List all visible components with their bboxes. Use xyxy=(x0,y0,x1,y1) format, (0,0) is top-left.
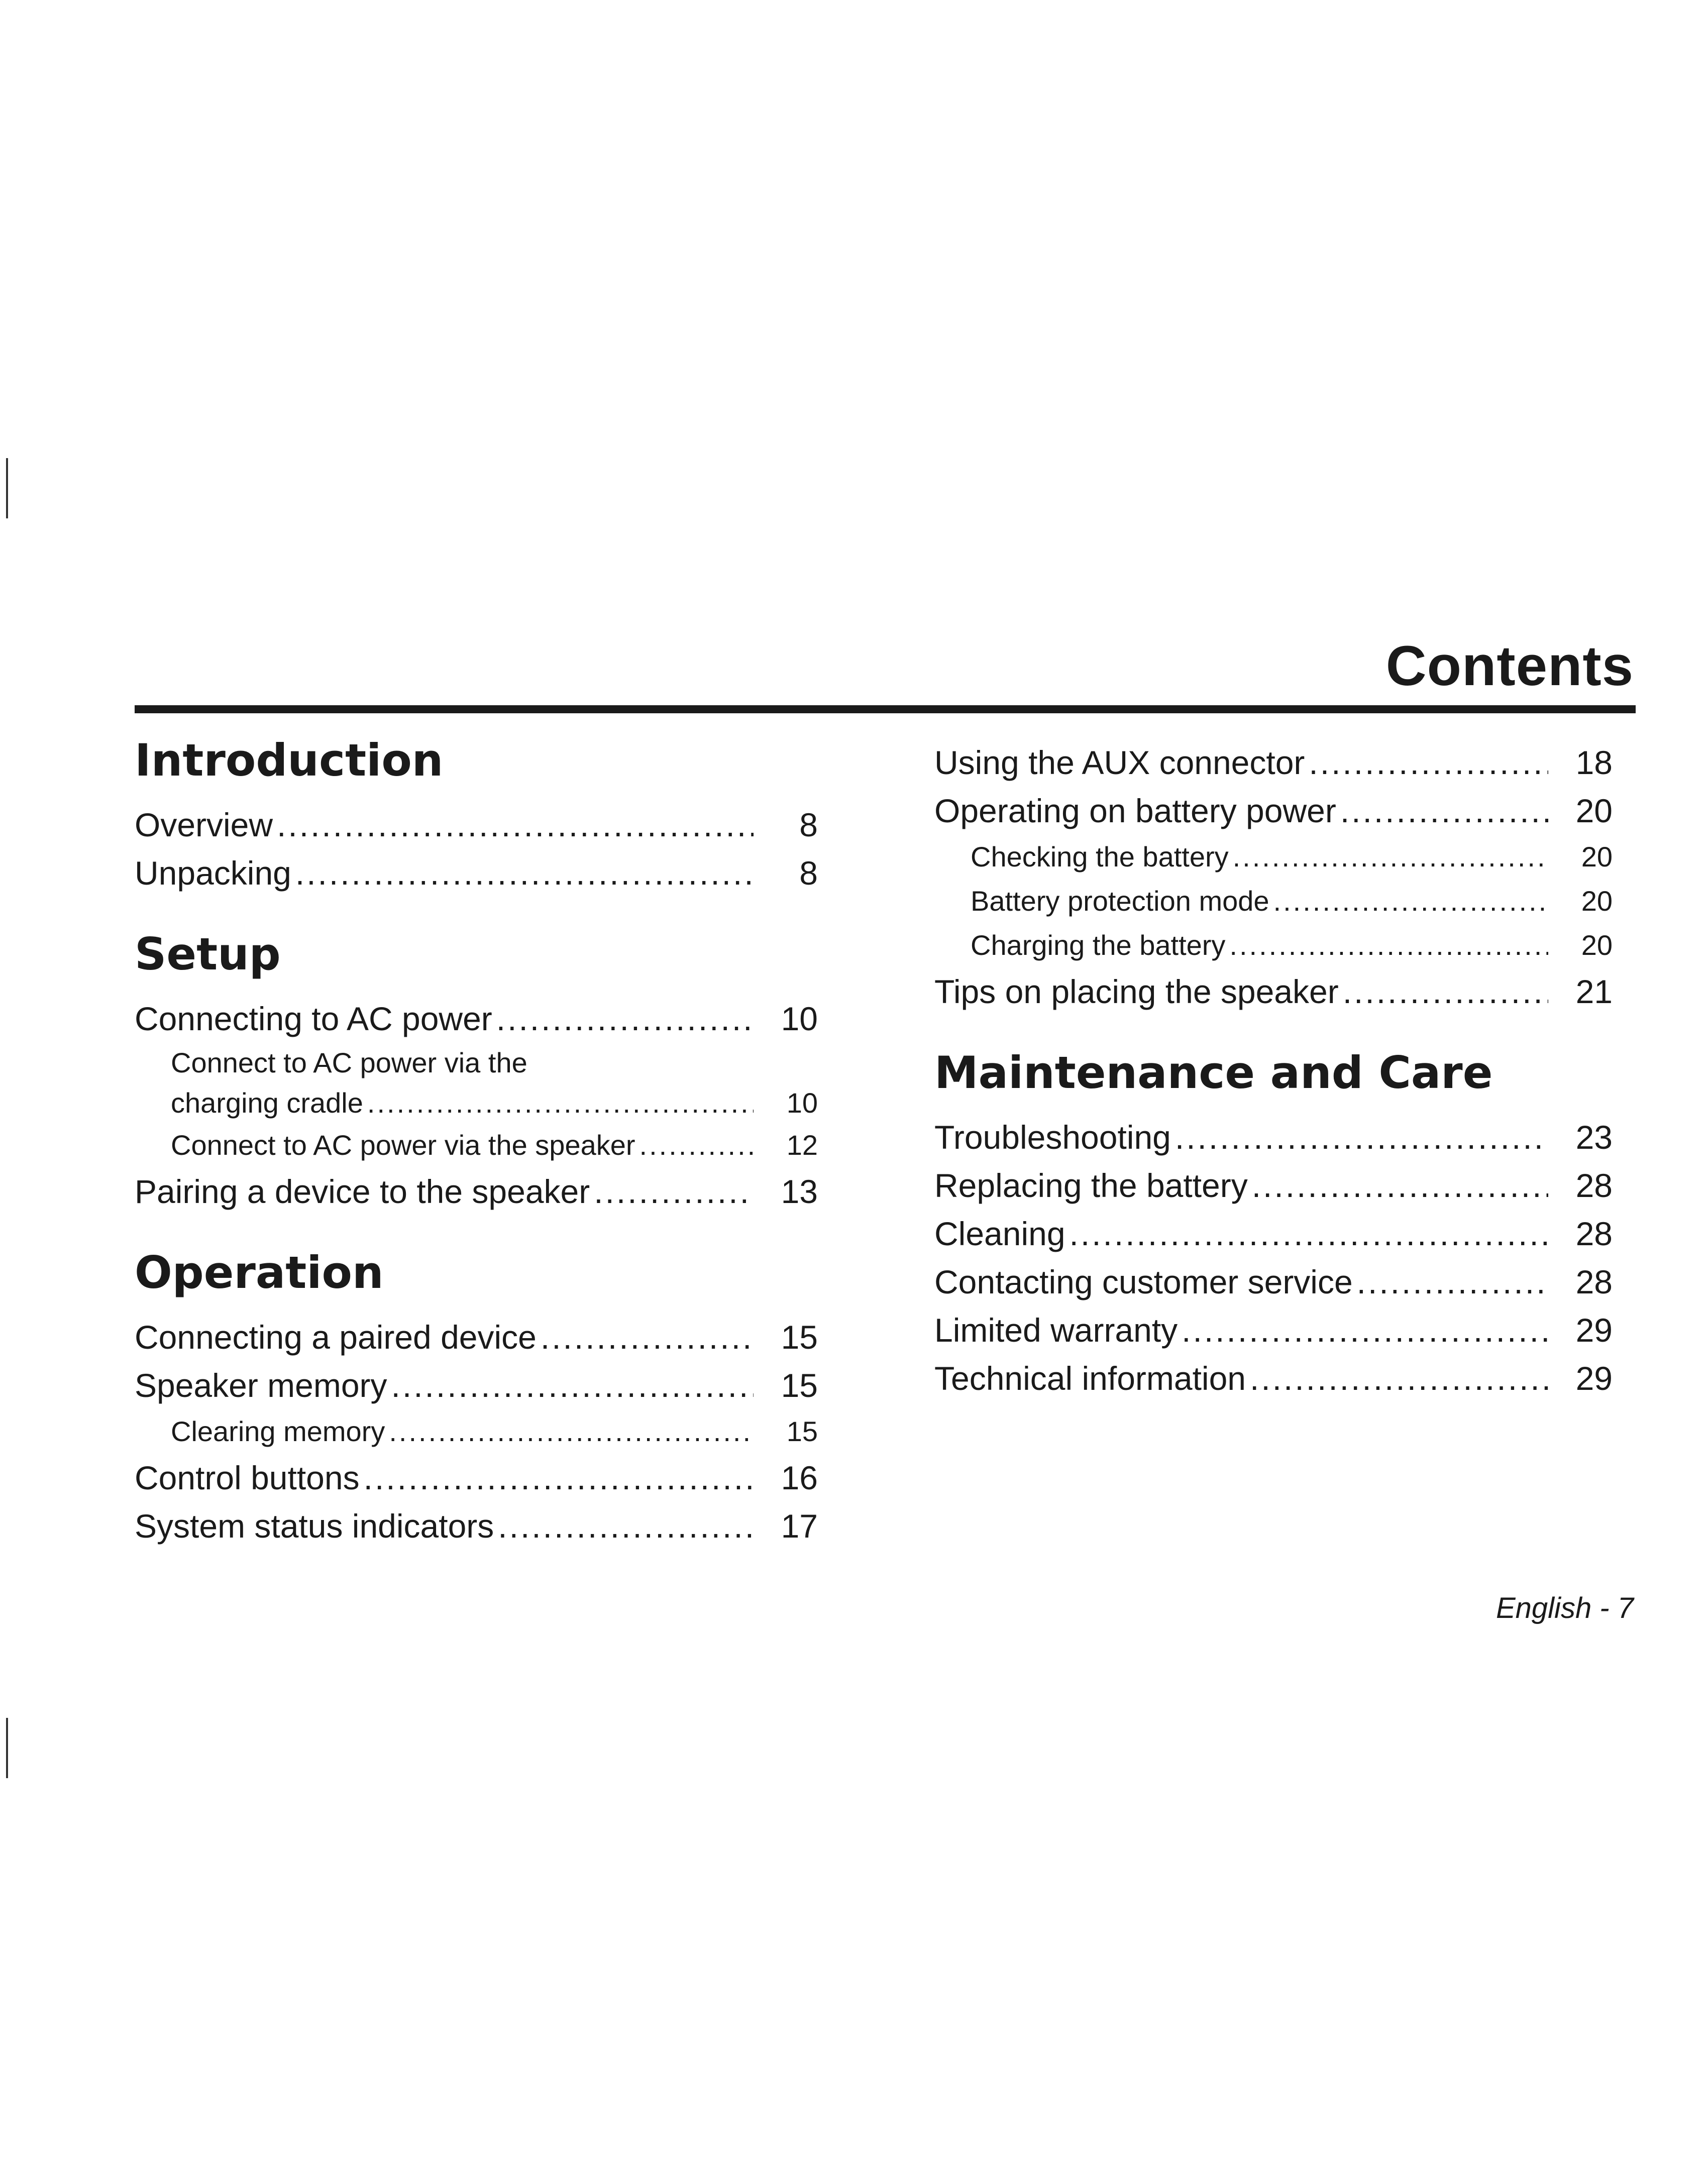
toc-right-column xyxy=(934,738,1613,1438)
toc-page-number: 10 xyxy=(781,1000,818,1037)
toc-label: Using the AUX connector xyxy=(934,744,1305,781)
section-operation-continued xyxy=(934,738,1613,1016)
toc-label: Operating on battery power xyxy=(934,792,1336,829)
dot-leader xyxy=(1175,1113,1548,1161)
toc-label: Charging the battery xyxy=(971,929,1226,961)
toc-entry-pairing-device[interactable] xyxy=(135,1167,818,1216)
toc-label: Speaker memory xyxy=(135,1367,387,1404)
section-introduction xyxy=(135,734,818,897)
toc-label-line xyxy=(171,1083,818,1123)
toc-page-number: 28 xyxy=(1575,1167,1613,1204)
toc-page-number: 20 xyxy=(1581,929,1613,961)
toc-entry-system-status-indicators[interactable] xyxy=(135,1502,818,1550)
toc-page-number: 8 xyxy=(799,854,818,892)
toc-label: Checking the battery xyxy=(971,841,1229,873)
dot-leader xyxy=(391,1361,754,1409)
toc-entry-checking-battery[interactable] xyxy=(934,835,1613,879)
toc-entry-troubleshooting[interactable] xyxy=(934,1113,1613,1161)
toc-label: Contacting customer service xyxy=(934,1263,1353,1300)
dot-leader xyxy=(1343,967,1548,1016)
toc-entry-charging-battery[interactable] xyxy=(934,923,1613,967)
toc-label: Clearing memory xyxy=(171,1415,385,1447)
section-heading: Introduction xyxy=(135,734,444,786)
toc-label: System status indicators xyxy=(135,1507,494,1545)
dot-leader xyxy=(364,1454,754,1502)
toc-label: Troubleshooting xyxy=(934,1119,1171,1156)
dot-leader xyxy=(639,1123,754,1167)
toc-label: Unpacking xyxy=(135,854,291,892)
toc-entry-battery-power[interactable] xyxy=(934,787,1613,835)
crop-mark-bottom xyxy=(6,1718,8,1778)
toc-page-number: 17 xyxy=(781,1507,818,1545)
toc-page-number: 23 xyxy=(1575,1119,1613,1156)
dot-leader xyxy=(1252,1161,1548,1210)
toc-entry-technical-information[interactable] xyxy=(934,1354,1613,1402)
toc-entry-ac-via-speaker[interactable] xyxy=(135,1123,818,1167)
toc-label: Control buttons xyxy=(135,1459,360,1496)
toc-label: Technical information xyxy=(934,1360,1246,1397)
toc-entry-connecting-ac-power[interactable] xyxy=(135,995,818,1043)
toc-label-line xyxy=(171,1043,818,1083)
dot-leader xyxy=(1233,835,1548,879)
toc-label: Pairing a device to the speaker xyxy=(135,1173,590,1210)
toc-entry-replacing-battery[interactable] xyxy=(934,1161,1613,1210)
dot-leader xyxy=(1229,923,1548,967)
toc-page-number: 20 xyxy=(1581,885,1613,917)
toc-page-number: 10 xyxy=(786,1087,818,1119)
dot-leader xyxy=(1070,1210,1548,1258)
toc-entry-unpacking[interactable] xyxy=(135,849,818,897)
dot-leader xyxy=(1250,1354,1548,1402)
section-heading: Setup xyxy=(135,928,281,980)
toc-label: Cleaning xyxy=(934,1215,1065,1252)
dot-leader xyxy=(367,1083,754,1123)
dot-leader xyxy=(295,849,754,897)
toc-entry-clearing-memory[interactable] xyxy=(135,1409,818,1454)
toc-page-number: 8 xyxy=(799,806,818,843)
title-rule xyxy=(135,705,1636,713)
toc-page-number: 18 xyxy=(1575,744,1613,781)
dot-leader xyxy=(496,995,754,1043)
toc-page-number: 28 xyxy=(1575,1215,1613,1252)
dot-leader xyxy=(541,1313,754,1361)
toc-entry-cleaning[interactable] xyxy=(934,1210,1613,1258)
toc-page-number: 20 xyxy=(1575,792,1613,829)
toc-page-number: 13 xyxy=(781,1173,818,1210)
toc-label: Limited warranty xyxy=(934,1312,1178,1349)
dot-leader xyxy=(1340,787,1548,835)
toc-page-number: 29 xyxy=(1575,1360,1613,1397)
toc-page-number: 16 xyxy=(781,1459,818,1496)
toc-entry-control-buttons[interactable] xyxy=(135,1454,818,1502)
crop-mark-top xyxy=(6,458,8,518)
dot-leader xyxy=(1273,879,1548,923)
page-footer: English - 7 xyxy=(1496,1592,1634,1624)
toc-label: Battery protection mode xyxy=(971,885,1269,917)
toc-page-number: 15 xyxy=(781,1319,818,1356)
section-operation xyxy=(135,1247,818,1550)
toc-label: Replacing the battery xyxy=(934,1167,1248,1204)
page-title: Contents xyxy=(1385,634,1634,697)
toc-label: Connect to AC power via the speaker xyxy=(171,1129,635,1161)
toc-entry-connecting-paired-device[interactable] xyxy=(135,1313,818,1361)
toc-label: Overview xyxy=(135,806,273,843)
toc-page-number: 12 xyxy=(786,1129,818,1161)
toc-label: Tips on placing the speaker xyxy=(934,973,1339,1010)
dot-leader xyxy=(594,1167,754,1216)
section-heading: Maintenance and Care xyxy=(934,1047,1493,1099)
toc-entry-overview[interactable] xyxy=(135,801,818,849)
section-maintenance xyxy=(934,1047,1613,1402)
toc-page-number: 15 xyxy=(781,1367,818,1404)
dot-leader xyxy=(277,801,754,849)
toc-label: Connect to AC power via the xyxy=(171,1047,527,1078)
toc-label: Connecting a paired device xyxy=(135,1319,537,1356)
toc-entry-aux-connector[interactable] xyxy=(934,738,1613,787)
dot-leader xyxy=(498,1502,754,1550)
toc-entry-ac-via-cradle[interactable] xyxy=(135,1043,818,1123)
toc-label: charging cradle xyxy=(171,1087,363,1119)
toc-entry-tips-placing[interactable] xyxy=(934,967,1613,1016)
toc-page-number: 15 xyxy=(786,1415,818,1447)
toc-entry-battery-protection[interactable] xyxy=(934,879,1613,923)
toc-page-number: 21 xyxy=(1575,973,1613,1010)
toc-page-number: 28 xyxy=(1575,1263,1613,1300)
dot-leader xyxy=(1357,1258,1548,1306)
section-setup xyxy=(135,928,818,1216)
toc-left-column xyxy=(135,734,818,1585)
dot-leader xyxy=(1309,738,1548,787)
toc-label: Connecting to AC power xyxy=(135,1000,492,1037)
toc-entry-limited-warranty[interactable] xyxy=(934,1306,1613,1354)
dot-leader xyxy=(389,1409,754,1454)
toc-page-number: 29 xyxy=(1575,1312,1613,1349)
dot-leader xyxy=(1182,1306,1548,1354)
toc-entry-customer-service[interactable] xyxy=(934,1258,1613,1306)
section-heading: Operation xyxy=(135,1247,384,1298)
toc-page-number: 20 xyxy=(1581,841,1613,873)
toc-entry-speaker-memory[interactable] xyxy=(135,1361,818,1409)
